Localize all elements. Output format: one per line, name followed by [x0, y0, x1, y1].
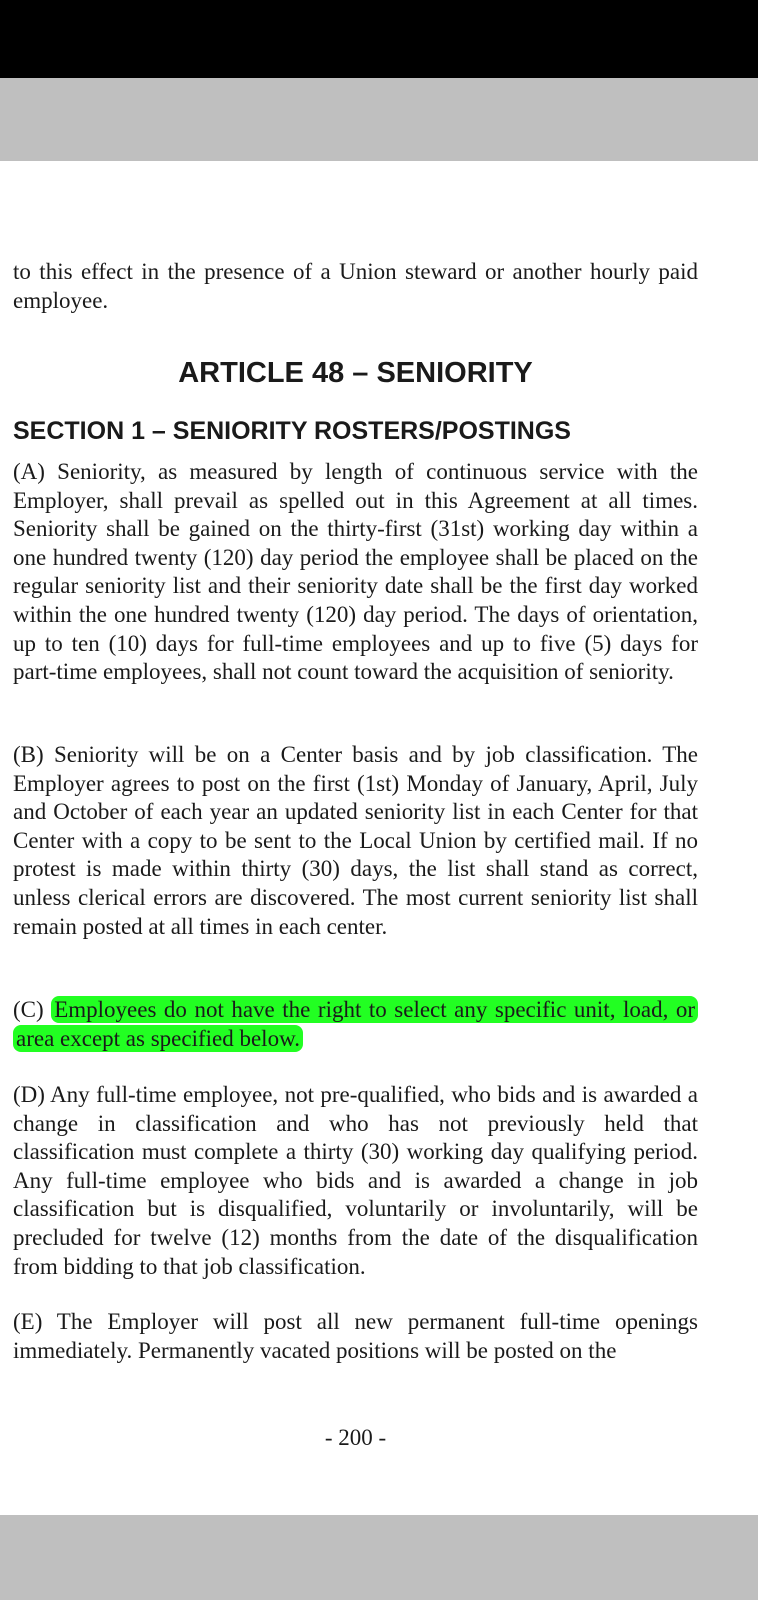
paragraph-e: (E) The Employer will post all new permanent full-time openings immediately. Permanently vacated positions will be posted on the — [13, 1309, 698, 1363]
viewer-bottom-bar — [0, 1515, 758, 1600]
paragraph-b: (B) Seniority will be on a Center basis and by job classification. The Employer agrees to post on the first (1st) Monday of January, April, July and October of each year an updated seniority list in each Center for that Center with a copy to be sent to the Local Union by certified mail. If no protest is made within thirty (30) days, the list shall stand as correct, unless clerical errors are discovered. The most current seniority list shall remain posted at all times in each center. — [13, 742, 698, 939]
paragraph-d: (D) Any full-time employee, not pre-qualified, who bids and is awarded a change in classification and who has not previously held that classification must complete a thirty (30) working day qualifying period. Any full-time employee who bids and is awarded a change in job classification but is disqualified, voluntarily or involuntarily, will be precluded for twelve (12) months from the date of the disqualification from bidding to that job classification. — [13, 1082, 698, 1279]
paragraph-a: (A) Seniority, as measured by length of continuous service with the Employer, shall prevail as spelled out in this Agreement at all times. Seniority shall be gained on the thirty-first (31st) working day within a one hundred twenty (120) day period the employee shall be placed on the regular seniority list and their seniority date shall be the first day worked within the one hundred twenty (120) day period. The days of orientation, up to ten (10) days for full-time employees and up to five (5) days for part-time employees, shall not count toward the acquisition of seniority. — [13, 459, 698, 685]
lead-paragraph: to this effect in the presence of a Union steward or another hourly paid employee. — [13, 259, 698, 313]
article-title: ARTICLE 48 – SENIORITY — [178, 357, 533, 389]
section-title: SECTION 1 – SENIORITY ROSTERS/POSTINGS — [13, 417, 571, 445]
paragraph-c — [13, 996, 698, 1053]
page-number: - 200 - — [324, 1425, 387, 1450]
paragraph-c-label: (C) — [13, 997, 44, 1022]
highlighted-text[interactable]: Employees do not have the right to select any specific unit, load, or area except as specified below. — [13, 996, 698, 1052]
viewer-top-bar — [0, 78, 758, 161]
status-bar — [0, 0, 758, 78]
